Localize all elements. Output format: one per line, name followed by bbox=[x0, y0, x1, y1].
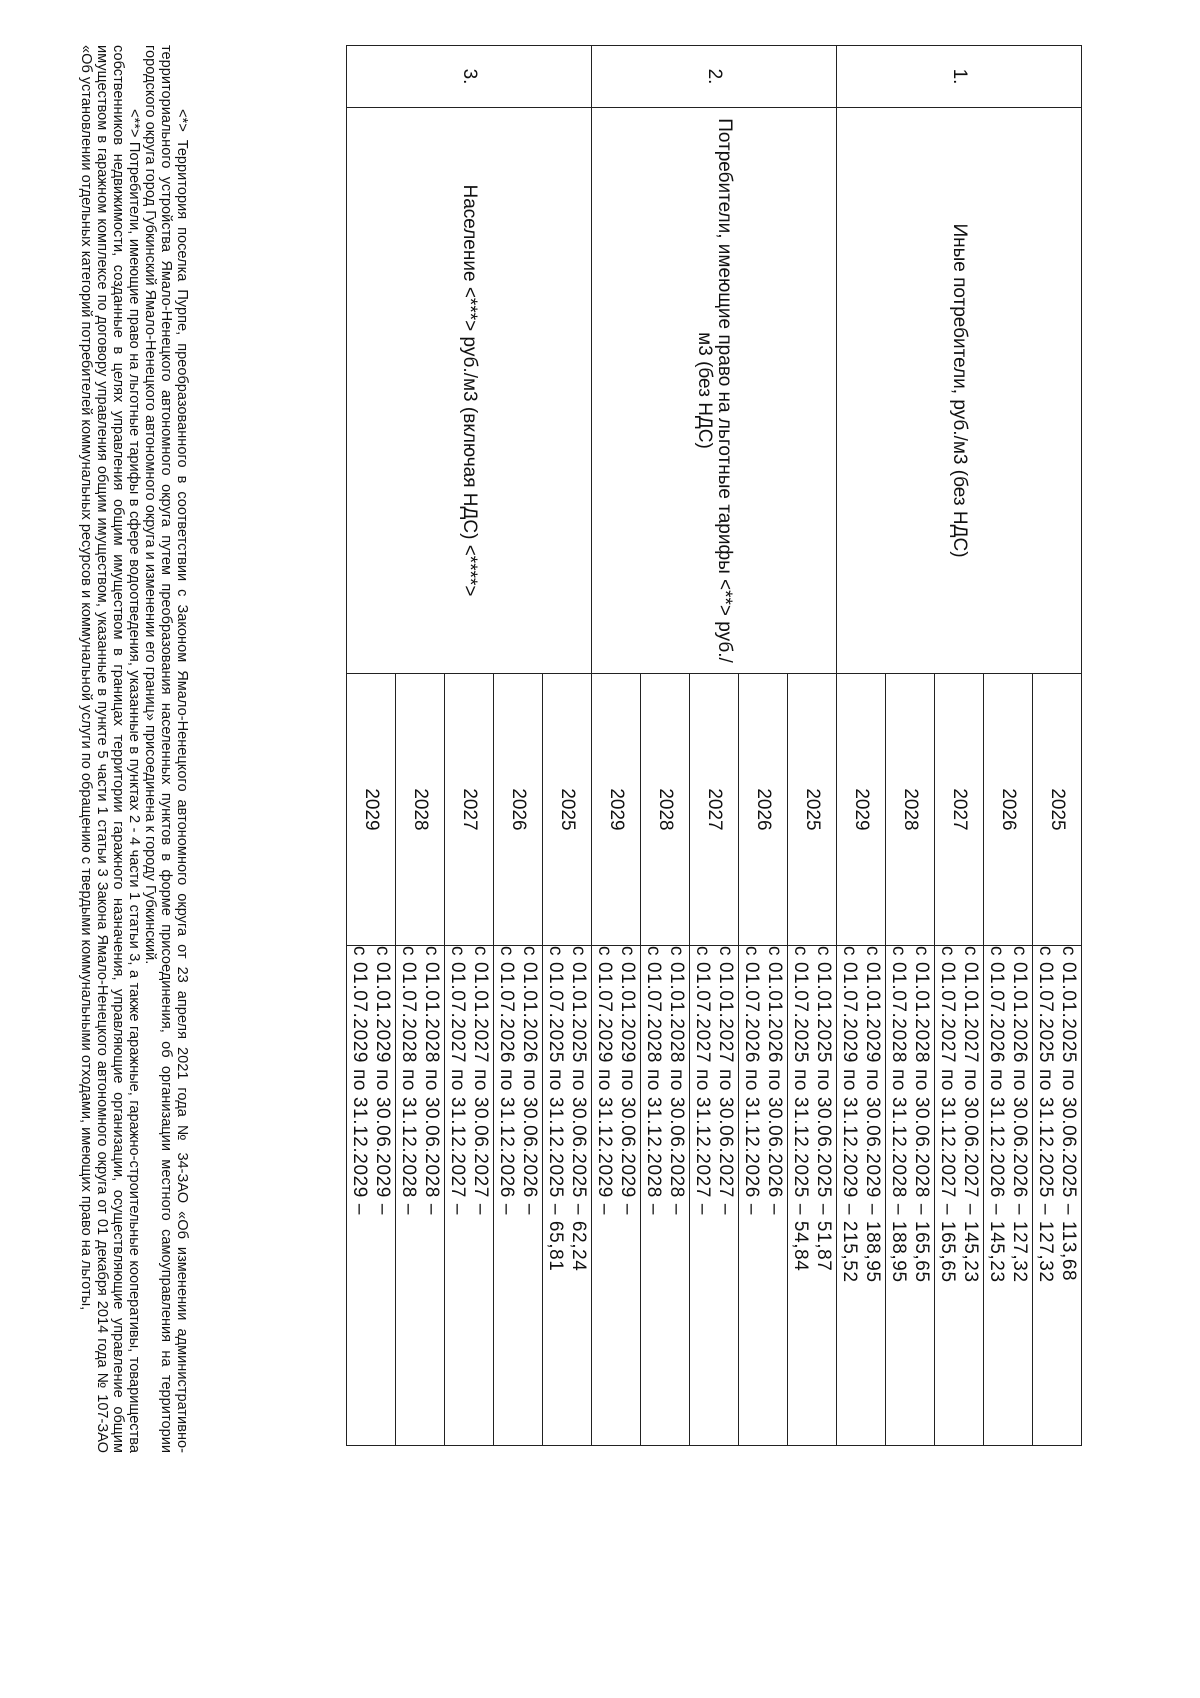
rotated-document-page bbox=[0, 20, 1130, 1670]
tariff-period-line: с 01.07.2029 по 31.12.2029 – bbox=[349, 946, 370, 1216]
consumer-category: Потребители, имеющие право на льготные тарифы <**> руб./м3 (без НДС) bbox=[592, 108, 837, 674]
year-cell: 2029 bbox=[837, 674, 886, 946]
year-cell: 2029 bbox=[592, 674, 641, 946]
tariff-period-line: с 01.01.2026 по 30.06.2026 – 127,32 bbox=[1009, 946, 1030, 1283]
year-cell: 2025 bbox=[788, 674, 837, 946]
tariff-periods bbox=[984, 946, 1033, 1446]
tariff-period-line: с 01.01.2025 по 30.06.2025 – 62,24 bbox=[568, 946, 589, 1272]
row-number: 3. bbox=[347, 46, 592, 108]
tariff-period-line: с 01.07.2027 по 31.12.2027 – 165,65 bbox=[937, 946, 958, 1283]
tariff-period-line: с 01.07.2029 по 31.12.2029 – bbox=[594, 946, 615, 1216]
year-cell: 2028 bbox=[396, 674, 445, 946]
tariff-period-line: с 01.07.2027 по 31.12.2027 – bbox=[447, 946, 468, 1216]
year-cell: 2026 bbox=[984, 674, 1033, 946]
tariff-period-line: с 01.01.2029 по 30.06.2029 – bbox=[617, 946, 638, 1216]
tariff-period-line: с 01.07.2025 по 31.12.2025 – 127,32 bbox=[1035, 946, 1056, 1283]
tariff-periods bbox=[935, 946, 984, 1446]
year-cell: 2027 bbox=[690, 674, 739, 946]
tariff-table bbox=[346, 45, 1082, 1446]
tariff-period-line: с 01.01.2025 по 30.06.2025 – 113,68 bbox=[1058, 946, 1079, 1282]
tariff-periods bbox=[494, 946, 543, 1446]
tariff-period-line: с 01.07.2029 по 31.12.2029 – 215,52 bbox=[839, 946, 860, 1283]
tariff-period-line: с 01.07.2026 по 31.12.2026 – 145,23 bbox=[986, 946, 1007, 1283]
year-cell: 2027 bbox=[935, 674, 984, 946]
tariff-periods bbox=[788, 946, 837, 1446]
table-row bbox=[543, 46, 592, 1446]
year-cell: 2027 bbox=[445, 674, 494, 946]
tariff-period-line: с 01.07.2026 по 31.12.2026 – bbox=[741, 946, 762, 1216]
consumer-category: Население <***> руб./м3 (включая НДС) <****> bbox=[347, 108, 592, 674]
row-number: 2. bbox=[592, 46, 837, 108]
tariff-period-line: с 01.01.2028 по 30.06.2028 – bbox=[421, 946, 442, 1216]
tariff-period-line: с 01.07.2026 по 31.12.2026 – bbox=[496, 946, 517, 1216]
tariff-table-body bbox=[347, 46, 1082, 1446]
year-cell: 2028 bbox=[641, 674, 690, 946]
year-cell: 2029 bbox=[347, 674, 396, 946]
tariff-periods bbox=[347, 946, 396, 1446]
tariff-period-line: с 01.07.2025 по 31.12.2025 – 54,84 bbox=[790, 946, 811, 1272]
year-cell: 2026 bbox=[494, 674, 543, 946]
year-cell: 2028 bbox=[886, 674, 935, 946]
year-cell: 2026 bbox=[739, 674, 788, 946]
tariff-period-line: с 01.01.2029 по 30.06.2029 – 188,95 bbox=[862, 946, 883, 1283]
tariff-period-line: с 01.01.2026 по 30.06.2026 – bbox=[764, 946, 785, 1216]
tariff-periods bbox=[641, 946, 690, 1446]
tariff-period-line: с 01.01.2029 по 30.06.2029 – bbox=[372, 946, 393, 1216]
tariff-period-line: с 01.01.2027 по 30.06.2027 – bbox=[715, 946, 736, 1216]
tariff-period-line: с 01.01.2028 по 30.06.2028 – bbox=[666, 946, 687, 1216]
tariff-period-line: с 01.07.2028 по 31.12.2028 – bbox=[398, 946, 419, 1216]
tariff-period-line: с 01.01.2026 по 30.06.2026 – bbox=[519, 946, 540, 1216]
tariff-periods bbox=[1033, 946, 1082, 1446]
tariff-period-line: с 01.07.2028 по 31.12.2028 – bbox=[643, 946, 664, 1216]
tariff-periods bbox=[690, 946, 739, 1446]
footnotes bbox=[78, 45, 190, 1453]
tariff-periods bbox=[396, 946, 445, 1446]
year-cell: 2025 bbox=[543, 674, 592, 946]
footnote-1: <*> Территория поселка Пурпе, преобразованного в соответствии с Законом Ямало-Ненецкого автономного округа от 23 апреля 2021 года № 34-ЗАО «Об изменении административно-территориального устройства Ямало-Ненецкого автономного округа путем преобразования населенных пунктов в форме присоединения, об организации местного самоуправления на территории городского округа город Губкинский Ямало-Ненецкого автономного округа и изменении его границ» присоединена к городу Губкинский. bbox=[142, 45, 190, 1453]
tariff-periods bbox=[445, 946, 494, 1446]
tariff-periods bbox=[592, 946, 641, 1446]
tariff-periods bbox=[543, 946, 592, 1446]
tariff-period-line: с 01.01.2028 по 30.06.2028 – 165,65 bbox=[911, 946, 932, 1283]
consumer-category: Иные потребители, руб./м3 (без НДС) bbox=[837, 108, 1082, 674]
table-row bbox=[1033, 46, 1082, 1446]
tariff-period-line: с 01.07.2028 по 31.12.2028 – 188,95 bbox=[888, 946, 909, 1283]
row-number: 1. bbox=[837, 46, 1082, 108]
footnote-2: <**> Потребители, имеющие право на льготные тарифы в сфере водоотведения, указанные в пунктах 2 - 4 части 1 статьи 3, а также гаражные, гаражно-строительные кооперативы, товарищества собственников недвижимости, созданные в целях управления общим имуществом в границах территории гаражного назначения, управляющие организации, осуществляющие управление общим имуществом в гаражном комплексе по договору управления общим имуществом, указанные в пункте 5 части 1 статьи 3 Закона Ямало-Ненецкого автономного округа от 01 декабря 2014 года № 107-ЗАО «Об установлении отдельных категорий потребителей коммунальных ресурсов и коммунальной услуги по обращению с твердыми коммунальными отходами, имеющих право на льготы, bbox=[78, 45, 142, 1453]
tariff-period-line: с 01.07.2027 по 31.12.2027 – bbox=[692, 946, 713, 1216]
year-cell: 2025 bbox=[1033, 674, 1082, 946]
tariff-period-line: с 01.01.2027 по 30.06.2027 – 145,23 bbox=[960, 946, 981, 1283]
tariff-periods bbox=[739, 946, 788, 1446]
tariff-period-line: с 01.01.2027 по 30.06.2027 – bbox=[470, 946, 491, 1216]
tariff-periods bbox=[886, 946, 935, 1446]
tariff-periods bbox=[837, 946, 886, 1446]
tariff-period-line: с 01.01.2025 по 30.06.2025 – 51,87 bbox=[813, 946, 834, 1272]
tariff-period-line: с 01.07.2025 по 31.12.2025 – 65,81 bbox=[545, 946, 566, 1272]
table-row bbox=[788, 46, 837, 1446]
